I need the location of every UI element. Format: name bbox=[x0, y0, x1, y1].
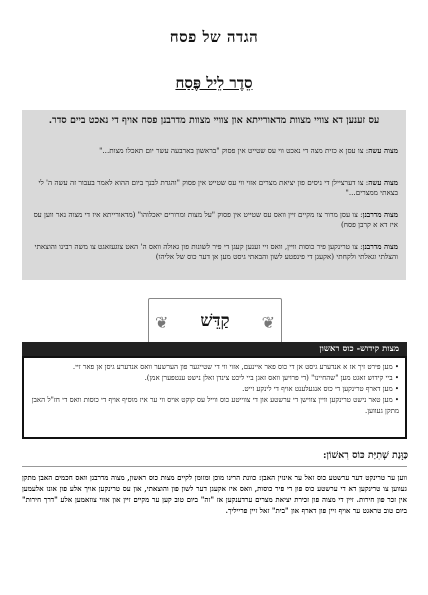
kiddush-bullet-text: ביי קידוש זאגט מען "שהחיינו" (די פרויען וואס זאגן ביי ליכט צינדן זאלן נישט ענטפערן אמן). bbox=[144, 374, 393, 382]
kiddush-bullet: • מען טאר נישט טרינקען וויין צווישן די ערשטע און די צווייטע כוס ווייל עס קוקט אויס ווי ער איז מוסיף אויף די כוסות וואס די חז"ל האבן מתקן געווען. bbox=[31, 396, 399, 415]
kiddush-box-header: מצות קידוש- כוס ראשון bbox=[22, 342, 407, 356]
kiddush-bullet-text: מען פירט זיך אז א אנדערע גיסט אן די כוס פאר איינעם, אזוי ווי די שטייגער פון הערשער וואס אנדערע גיסן אן פאר זיי. bbox=[72, 363, 393, 371]
page-title: הגדה של פסח bbox=[169, 28, 259, 46]
mitzvah-text: : צו דערציילן די ניסים פון יציאת מצרים אזוי ווי עס שטייט אין פסוק "והגדת לבנך ביום ההוא לאמר בעבור זה עשה ה' לי בצאתי ממצרים..." bbox=[38, 178, 398, 197]
mitzvah-label: מצוה עשה bbox=[368, 146, 398, 155]
mitzvah-label: מצוה עשה bbox=[368, 178, 398, 187]
kiddush-bullet-text: מען טאר נישט טרינקען וויין צווישן די ערשטע און די צווייטע כוס ווייל עס קוקט אויס ווי ער איז מוסיף אויף די כוסות וואס די חז"ל האבן מתקן געווען. bbox=[31, 396, 399, 415]
mitzvah-item bbox=[30, 178, 398, 198]
flourish-icon: ❦ bbox=[155, 313, 169, 332]
kiddush-bullet: • ביי קידוש זאגט מען "שהחיינו" (די פרויען וואס זאגן ביי ליכט צינדן זאלן נישט ענטפערן אמן). bbox=[144, 374, 399, 382]
mitzvos-info-header: עס זענען דא צוויי מצוות מדאורייתא און צוויי מצוות מדרבנן פסח אויף די נאכט ביים סדר. bbox=[48, 115, 380, 126]
seder-title: סֵדֶר לֵיל פֶּסַח bbox=[175, 74, 253, 92]
mitzvah-label: מצוה מדרבנן bbox=[362, 210, 398, 219]
kiddush-bullet: • מען פירט זיך אז א אנדערע גיסט אן די כוס פאר איינעם, אזוי ווי די שטייגער פון הערשער וואס אנדערע גיסן אן פאר זיי. bbox=[72, 363, 399, 371]
mitzvah-text: : צו עסן מרור צו מקיים זיין וואס עס שטייט אין פסוק "על מצות ומרורים יאכלוהו" (מדאורייתא איז די מצוה נאר ווען עס איז דא א קרבן פסח) bbox=[33, 210, 398, 229]
first-cup-body: ווען ער טרינקט דער ערשטע כוס זאל ער אינזין האבן: כוונת הרינו מוכן ומזומן לקיים מצות כוס ראשון, מצוה מדרבנן וואס חכמים האבן מתקן געווען צו טרינקען דא די ערשטע כוס פון די פיר כוסות, וואס איז אקעגן דער לשון פון והוצאתי, און עס טרינקען אויך אלע פון אונז אלעמען אין זכר פון חירות. זיין די מצוה פון זכירת יציאת מצרים ערדענקען אז "זה" ביום טוב קען ער מקיים זיין און אזוי צוזאמען אלע "דרך חירות" ביום טוב טראגט ער אויף זיין פון דארף און "בית" זאל זיין פרייליך. bbox=[22, 473, 407, 515]
mitzvos-info-box bbox=[22, 110, 406, 280]
kiddush-box bbox=[22, 356, 407, 439]
flourish-icon: ❦ bbox=[261, 313, 275, 332]
kadesh-heading: קַדֵּשׁ bbox=[200, 311, 230, 331]
mitzvah-item bbox=[30, 242, 398, 262]
mitzvah-item bbox=[30, 146, 398, 156]
divider bbox=[22, 466, 407, 467]
mitzvah-label: מצוה מדרבנן bbox=[362, 242, 398, 251]
mitzvah-text: : צו עסן א כזית מצה די נאכט ווי עס שטייט אין פסוק "בראשון בארבעה עשר יום תאכלו מצות..." bbox=[99, 146, 369, 155]
mitzvah-item bbox=[30, 210, 398, 230]
kiddush-bullet: • מען דארף טרינקען די כוס אנגעלענט אויף די לינקע זייט. bbox=[242, 385, 399, 393]
kiddush-bullet-text: מען דארף טרינקען די כוס אנגעלענט אויף די לינקע זייט. bbox=[242, 385, 393, 393]
first-cup-heading: כַּוָּנַת שְׁתִיַּת כּוֹס רִאשׁוֹן: bbox=[322, 450, 408, 461]
mitzvah-text: : צו טרינקען פיר כוסות וויין, וואס זיי זענען קעגן די פיר לשונות פון גאולה וואס ה' האט צוגעזאגט צו משה רבינו והוצאתי והצלתי וגאלתי ולקחתי (אקעגן די פינפטע לשון והבאתי גיסט מען אן דער כוס של אליהו) bbox=[34, 242, 398, 261]
